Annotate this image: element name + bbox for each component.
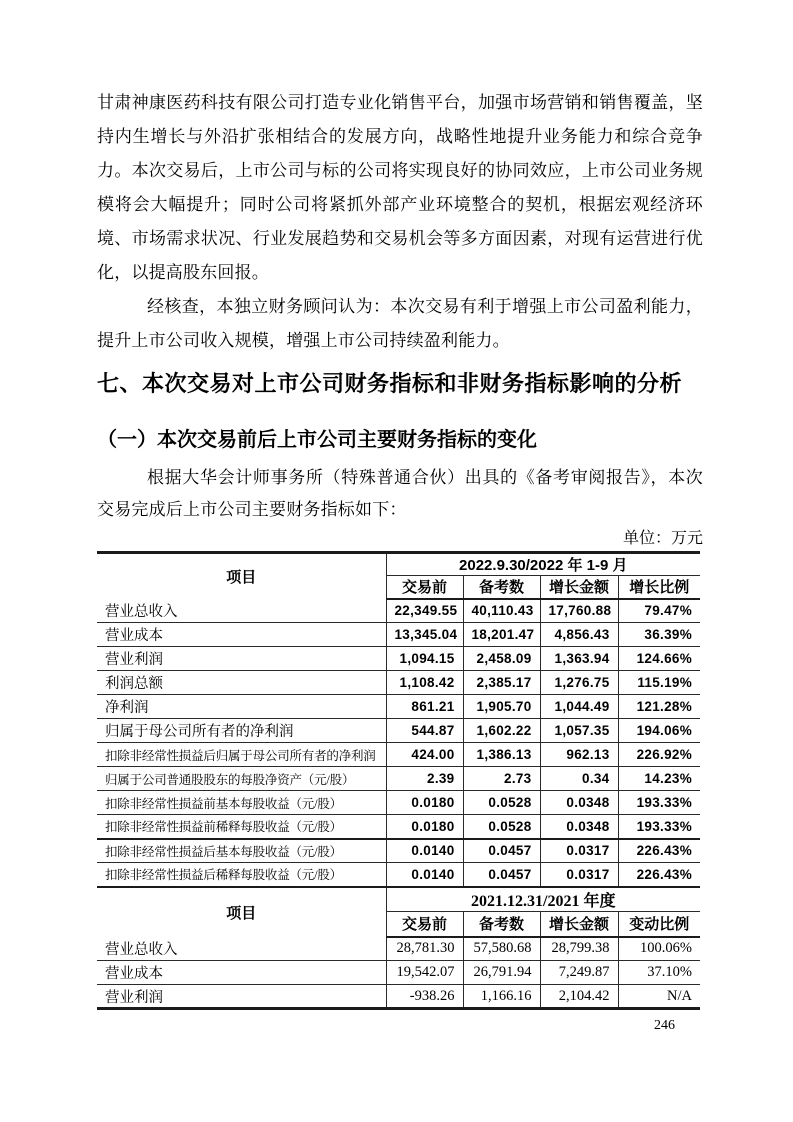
cell-value: 0.0348 (540, 791, 618, 815)
item-column-header: 项目 (97, 887, 386, 937)
row-label: 扣除非经常性损益前基本每股收益（元/股） (97, 791, 386, 815)
table-header-row (97, 553, 700, 576)
cell-value: 37.10% (618, 961, 700, 985)
cell-value: 0.0140 (386, 863, 463, 887)
cell-value: N/A (667, 987, 693, 1004)
row-label: 营业利润 (97, 985, 386, 1009)
cell-value: 1,057.35 (540, 719, 618, 743)
table-row (97, 599, 700, 623)
table-row (97, 671, 700, 695)
row-label: 营业利润 (97, 647, 386, 671)
period-header-2021: 2021.12.31/2021 年度 (386, 887, 700, 912)
cell-value: 19,542.07 (386, 961, 463, 985)
cell-value: 1,166.16 (463, 985, 540, 1009)
row-label: 扣除非经常性损益后基本每股收益（元/股） (97, 839, 386, 863)
cell-value: 100.06% (618, 937, 700, 961)
table-row (97, 647, 700, 671)
cell-value: 2.73 (463, 767, 540, 791)
column-header-growth-ratio: 增长比例 (618, 576, 700, 599)
table-header-row (97, 887, 700, 912)
cell-value: 7,249.87 (540, 961, 618, 985)
cell-value: 0.34 (540, 767, 618, 791)
cell-value: 0.0457 (463, 863, 540, 887)
page-number: 246 (654, 1018, 675, 1033)
cell-value: 2,104.42 (540, 985, 618, 1009)
cell-value: 0.0528 (463, 815, 540, 839)
cell-value: 1,602.22 (463, 719, 540, 743)
row-label: 营业总收入 (97, 599, 386, 623)
cell-value: 26,791.94 (463, 961, 540, 985)
row-label: 扣除非经常性损益后归属于母公司所有者的净利润 (97, 743, 386, 767)
cell-value: 1,094.15 (386, 647, 463, 671)
table-row (97, 791, 700, 815)
cell-value: 194.06% (618, 719, 700, 743)
row-label: 扣除非经常性损益前稀释每股收益（元/股） (97, 815, 386, 839)
cell-value: 36.39% (618, 623, 700, 647)
cell-value: 115.19% (618, 671, 700, 695)
cell-value: 226.43% (618, 863, 700, 887)
row-label: 净利润 (97, 695, 386, 719)
cell-value: 226.43% (618, 839, 700, 863)
cell-value: 40,110.43 (463, 599, 540, 623)
item-column-header: 项目 (97, 553, 386, 599)
table-row (97, 961, 700, 985)
cell-value: 0.0180 (386, 815, 463, 839)
section-heading: 七、本次交易对上市公司财务指标和非财务指标影响的分析 (97, 371, 683, 396)
cell-value: 13,345.04 (386, 623, 463, 647)
cell-value: 861.21 (386, 695, 463, 719)
cell-value: 79.47% (618, 599, 700, 623)
table-row (97, 815, 700, 839)
period-header-2022: 2022.9.30/2022 年 1-9 月 (386, 553, 700, 576)
cell-value: 1,276.75 (540, 671, 618, 695)
cell-value: 1,905.70 (463, 695, 540, 719)
cell-value: 2,385.17 (463, 671, 540, 695)
cell-value: 226.92% (618, 743, 700, 767)
cell-value: 2.39 (386, 767, 463, 791)
paragraph-table-intro: 根据大华会计师事务所（特殊普通合伙）出具的《备考审阅报告》，本次交易完成后上市公司主要财务指标如下： (97, 468, 703, 519)
row-label: 营业总收入 (97, 937, 386, 961)
row-label: 营业成本 (97, 623, 386, 647)
unit-label: 单位：万元 (622, 530, 703, 547)
cell-value: 121.28% (618, 695, 700, 719)
cell-value: 193.33% (618, 791, 700, 815)
table-row (97, 623, 700, 647)
table-row (97, 743, 700, 767)
cell-value: 1,386.13 (463, 743, 540, 767)
cell-value: 0.0317 (540, 839, 618, 863)
cell-value: 4,856.43 (540, 623, 618, 647)
table-section-2022 (97, 553, 700, 887)
column-header-pre-deal: 交易前 (386, 912, 463, 937)
cell-value: 18,201.47 (463, 623, 540, 647)
row-label: 营业成本 (97, 961, 386, 985)
financial-indicators-table (97, 551, 700, 1010)
cell-value: 193.33% (618, 815, 700, 839)
paragraph-continuation: 甘肃神康医药科技有限公司打造专业化销售平台，加强市场营销和销售覆盖，坚持内生增长与外沿扩张相结合的发展方向，战略性地提升业务能力和综合竞争力。本次交易后，上市公司与标的公司将实现良好的协同效应，上市公司业务规模将会大幅提升；同时公司将紧抓外部产业环境整合的契机，根据宏观经济环境、市场需求状况、行业发展趋势和交易机会等多方面因素，对现有运营进行优化，以提高股东回报。 (97, 93, 703, 282)
cell-value: 424.00 (386, 743, 463, 767)
cell-value: 57,580.68 (463, 937, 540, 961)
column-header-growth-amount: 增长金额 (540, 912, 618, 937)
cell-value: 17,760.88 (540, 599, 618, 623)
row-label: 扣除非经常性损益后稀释每股收益（元/股） (97, 863, 386, 887)
table-row (97, 767, 700, 791)
table-row (97, 985, 700, 1009)
table-row (97, 863, 700, 887)
row-label: 归属于公司普通股股东的每股净资产（元/股） (97, 767, 386, 791)
cell-value: 0.0528 (463, 791, 540, 815)
cell-value: 962.13 (540, 743, 618, 767)
cell-value: -938.26 (386, 985, 463, 1009)
cell-value: 28,799.38 (540, 937, 618, 961)
table-row (97, 839, 700, 863)
cell-value: 0.0348 (540, 815, 618, 839)
table-row (97, 719, 700, 743)
cell-value: 0.0140 (386, 839, 463, 863)
cell-value: 124.66% (618, 647, 700, 671)
row-label: 归属于母公司所有者的净利润 (97, 719, 386, 743)
cell-value: 1,108.42 (386, 671, 463, 695)
cell-value: 1,363.94 (540, 647, 618, 671)
cell-value: 0.0457 (463, 839, 540, 863)
cell-value: 0.0180 (386, 791, 463, 815)
column-header-pro-forma: 备考数 (463, 576, 540, 599)
cell-value: 22,349.55 (386, 599, 463, 623)
cell-value: 2,458.09 (463, 647, 540, 671)
cell-value: 14.23% (618, 767, 700, 791)
table-row (97, 937, 700, 961)
column-header-change-ratio: 变动比例 (618, 912, 700, 937)
cell-value: 0.0317 (540, 863, 618, 887)
cell-value: 1,044.49 (540, 695, 618, 719)
column-header-pro-forma: 备考数 (463, 912, 540, 937)
table-row (97, 695, 700, 719)
row-label: 利润总额 (97, 671, 386, 695)
subsection-heading: （一）本次交易前后上市公司主要财务指标的变化 (97, 429, 537, 451)
paragraph-advisor-opinion: 经核查，本独立财务顾问认为：本次交易有利于增强上市公司盈利能力，提升上市公司收入规模，增强上市公司持续盈利能力。 (97, 297, 703, 350)
cell-value: 544.87 (386, 719, 463, 743)
table-section-2021 (97, 887, 700, 1009)
cell-value: 28,781.30 (386, 937, 463, 961)
column-header-pre-deal: 交易前 (386, 576, 463, 599)
column-header-growth-amount: 增长金额 (540, 576, 618, 599)
